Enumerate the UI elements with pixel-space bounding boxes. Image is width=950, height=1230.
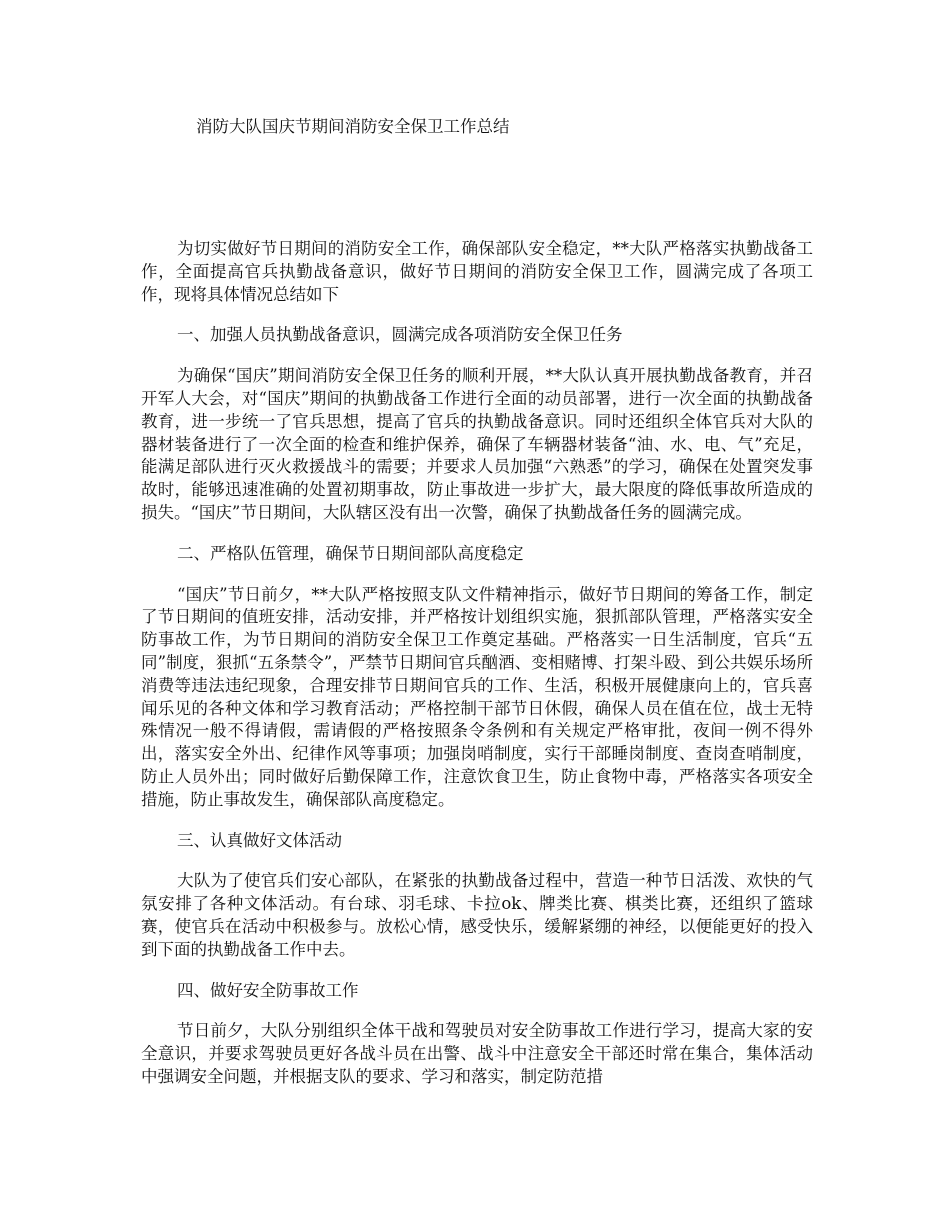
section-1-paragraph: 为确保“国庆”期间消防安全保卫任务的顺利开展，**大队认真开展执勤战备教育，并召开军人大会，对“国庆”期间的执勤战备工作进行全面的动员部署，进行一次全面的执勤战备教育，进一步统一了官兵思想，提高了官兵的执勤战备意识。同时还组织全体官兵对大队的器材装备进行了一次全面的检查和维护保养，确保了车辆器材装备“油、水、电、气”充足，能满足部队进行灭火救援战斗的需要；并要求人员加强“六熟悉”的学习，确保在处置突发事故时，能够迅速准确的处置初期事故，防止事故进一步扩大，最大限度的降低事故所造成的损失。“国庆”节日期间，大队辖区没有出一次警，确保了执勤战备任务的圆满完成。: [141, 366, 813, 522]
document-body: [141, 238, 813, 1089]
intro-paragraph: 为切实做好节日期间的消防安全工作，确保部队安全稳定，**大队严格落实执勤战备工作，全面提高官兵执勤战备意识，做好节日期间的消防安全保卫工作，圆满完成了各项工作，现将具体情况总结如下: [141, 239, 813, 304]
section-1-heading: 一、加强人员执勤战备意识，圆满完成各项消防安全保卫任务: [177, 325, 623, 345]
section-3-paragraph: 大队为了使官兵们安心部队，在紧张的执勤战备过程中，营造一种节日活泼、欢快的气氛安排了各种文体活动。有台球、羽毛球、卡拉ok、牌类比赛、棋类比赛，还组织了篮球赛，使官兵在活动中积极参与。放松心情，感受快乐，缓解紧绷的神经，以便能更好的投入到下面的执勤战备工作中去。: [141, 871, 813, 959]
section-2-heading: 二、严格队伍管理，确保节日期间部队高度稳定: [177, 543, 524, 563]
section-4-heading: 四、做好安全防事故工作: [177, 980, 359, 1000]
document-title: 消防大队国庆节期间消防安全保卫工作总结: [196, 117, 510, 136]
section-2-paragraph: “国庆”节日前夕，**大队严格按照支队文件精神指示，做好节日期间的筹备工作，制定了节日期间的值班安排，活动安排，并严格按计划组织实施，狠抓部队管理，严格落实安全防事故工作，为节日期间的消防安全保卫工作奠定基础。严格落实一日生活制度，官兵“五同”制度，狠抓“五条禁令”，严禁节日期间官兵酗酒、变相赌博、打架斗殴、到公共娱乐场所消费等违法违纪现象，合理安排节日期间官兵的工作、生活，积极开展健康向上的，官兵喜闻乐见的各种文体和学习教育活动；严格控制干部节日休假，确保人员在值在位，战士无特殊情况一般不得请假，需请假的严格按照条令条例和有关规定严格审批，夜间一例不得外出，落实安全外出、纪律作风等事项；加强岗哨制度，实行干部睡岗制度、查岗查哨制度，防止人员外出；同时做好后勤保障工作，注意饮食卫生，防止食物中毒，严格落实各项安全措施，防止事故发生，确保部队高度稳定。: [141, 584, 813, 809]
section-4-paragraph: 节日前夕，大队分别组织全体干战和驾驶员对安全防事故工作进行学习，提高大家的安全意识，并要求驾驶员更好各战斗员在出警、战斗中注意安全干部还时常在集合，集体活动中强调安全问题，并根据支队的要求、学习和落实，制定防范措: [141, 1021, 813, 1086]
section-3-heading: 三、认真做好文体活动: [177, 830, 342, 850]
